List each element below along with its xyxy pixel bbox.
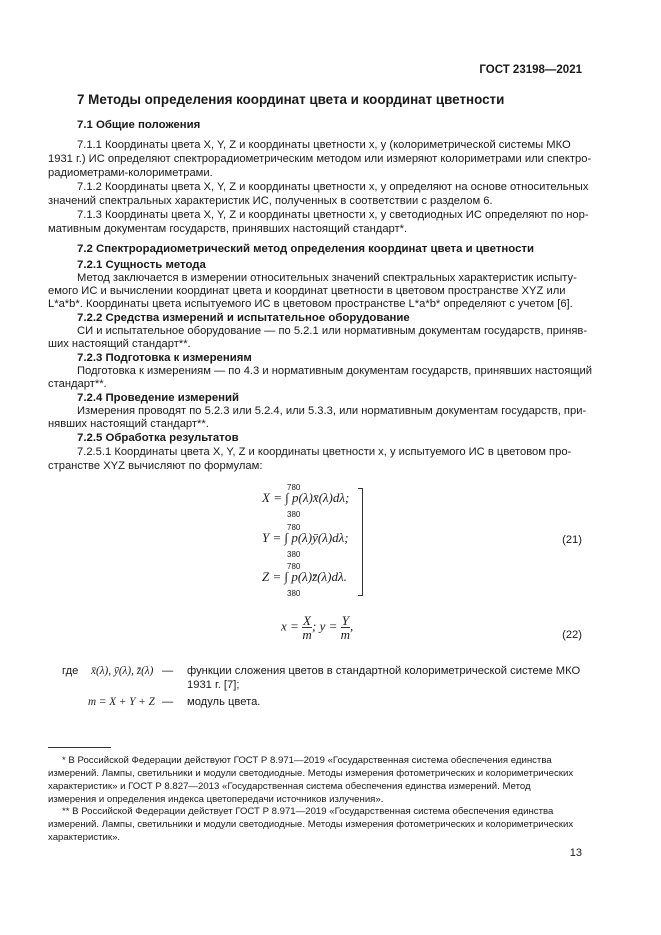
equation-22 [281, 614, 353, 641]
equation-tail: , [350, 618, 354, 634]
x-lhs: x = [281, 618, 299, 634]
section-title: 7 Методы определения координат цвета и координат цветности [77, 92, 505, 107]
text-line: характеристик». [48, 832, 121, 843]
subsection-7-1-title: 7.1 Общие положения [77, 119, 201, 131]
subsection-7-2-2-title: 7.2.2 Средства измерений и испытательное оборудование [77, 312, 410, 324]
upper-limit: 780 [287, 483, 301, 492]
where-dash: — [162, 696, 174, 708]
fraction-y [341, 614, 350, 641]
where-lead: где [62, 665, 79, 677]
text-line: ** В Российской Федерации действует ГОСТ Р 8.971—2019 «Государственная система обеспечения единства [62, 806, 554, 817]
text-line: L*a*b*. Координаты цвета испытуемого ИС в цветовом пространстве L*a*b* определяют с учетом [6]. [48, 298, 573, 310]
fraction-x [302, 614, 312, 641]
text-line: нявших настоящий стандарт**. [48, 418, 209, 430]
numerator: X [303, 613, 311, 628]
text-line: измерений. Лампы, светильники и модули светодиодные. Методы измерения фотометрических и колориметрических [48, 768, 574, 779]
text-line: 7.1.3 Координаты цвета X, Y, Z и координаты цветности x, y светодиодных ИС определяют по нор- [77, 209, 589, 221]
text-line: * В Российской Федерации действуют ГОСТ Р 8.971—2019 «Государственная система обеспечения единства [62, 755, 552, 766]
subsection-7-2-4-title: 7.2.4 Проведение измерений [77, 392, 240, 404]
formula-z: Z = ∫ p(λ)z̄(λ)dλ. [262, 569, 347, 584]
equation-number-21: (21) [562, 534, 582, 546]
where-symbol-m: m = X + Y + Z [88, 696, 155, 708]
denominator: m [302, 627, 312, 642]
text-line: характеристик» и ГОСТ Р 8.827—2013 «Государственная система обеспечения единства измерений. Метод [48, 781, 531, 792]
page-number: 13 [569, 847, 582, 859]
text-line: измерений. Лампы, светильники и модули светодиодные. Методы измерения фотометрических и колориметрических [48, 819, 574, 830]
text-line: измерения и определения индекса цветопередачи источников излучения». [48, 794, 384, 805]
numerator: Y [341, 613, 349, 628]
where-desc-m: модуль цвета. [187, 696, 261, 708]
lower-limit: 380 [287, 550, 301, 559]
paragraph-7-1-1 [77, 138, 583, 153]
upper-limit: 780 [287, 523, 301, 532]
equation-number-22: (22) [562, 629, 582, 641]
right-brace [358, 488, 363, 596]
text-line: мативным документам государств, принявших настоящий стандарт*. [48, 223, 408, 235]
subsection-7-2-5-title: 7.2.5 Обработка результатов [77, 432, 239, 444]
upper-limit: 780 [287, 562, 301, 571]
text-line: странстве XYZ вычисляют по формулам: [48, 460, 263, 472]
text-line: значений спектральных характеристик ИС, полученных в соответствии с разделом 6. [48, 195, 493, 207]
where-dash: — [162, 665, 174, 677]
text-line: 7.1.1 Координаты цвета X, Y, Z и координаты цветности x, y (колориметрической системы МКО [77, 139, 571, 151]
footnote-1 [48, 754, 583, 806]
standard-header: ГОСТ 23198—2021 [479, 64, 582, 76]
footnote-separator [48, 747, 111, 748]
formula-x: X = ∫ p(λ)x̄(λ)dλ; [262, 490, 350, 505]
text-line: емого ИС и вычислении координат цвета и координат цветности в цветовом пространстве XYZ или [48, 285, 566, 297]
text-line: Метод заключается в измерении относительных значений спектральных характеристик испыту- [77, 272, 577, 284]
footnote-2 [48, 805, 583, 844]
text-line: 7.1.2 Координаты цвета X, Y, Z и координаты цветности x, y определяют на основе относительных [77, 181, 589, 193]
lower-limit: 380 [287, 589, 301, 598]
subsection-7-2-title: 7.2 Спектрорадиометрический метод определения координат цвета и цветности [77, 243, 535, 255]
text-line: 7.2.5.1 Координаты цвета X, Y, Z и координаты цветности x, y испытуемого ИС в цветовом про- [77, 446, 572, 458]
where-desc-cmf-cont: 1931 г. [7]; [187, 679, 240, 691]
text-line: радиометрами-колориметрами. [48, 167, 213, 179]
text-line: СИ и испытательное оборудование — по 5.2.1 или нормативным документам государств, приняв- [77, 325, 588, 337]
text-line: ших настоящий стандарт**. [48, 338, 191, 350]
subsection-7-2-3-title: 7.2.3 Подготовка к измерениям [77, 352, 252, 364]
text-line: стандарт**. [48, 378, 107, 390]
text-line: 1931 г.) ИС определяют спектрорадиометрическим методом или измеряют колориметрами или спектро- [48, 153, 592, 165]
text-line: Подготовка к измерениям — по 4.3 и нормативным документам государств, принявших настоящий [77, 365, 593, 377]
formula-y: Y = ∫ p(λ)ȳ(λ)dλ; [262, 530, 349, 545]
where-desc-cmf: функции сложения цветов в стандартной колориметрической системе МКО [187, 665, 581, 677]
where-symbol-cmf: x̄(λ), ȳ(λ), z̄(λ) [91, 665, 154, 677]
subsection-7-2-1-title: 7.2.1 Сущность метода [77, 259, 206, 271]
denominator: m [340, 627, 351, 642]
y-lhs: ; y = [312, 618, 338, 634]
lower-limit: 380 [287, 510, 301, 519]
text-line: Измерения проводят по 5.2.3 или 5.2.4, или 5.3.3, или нормативным документам государств, при- [77, 405, 587, 417]
